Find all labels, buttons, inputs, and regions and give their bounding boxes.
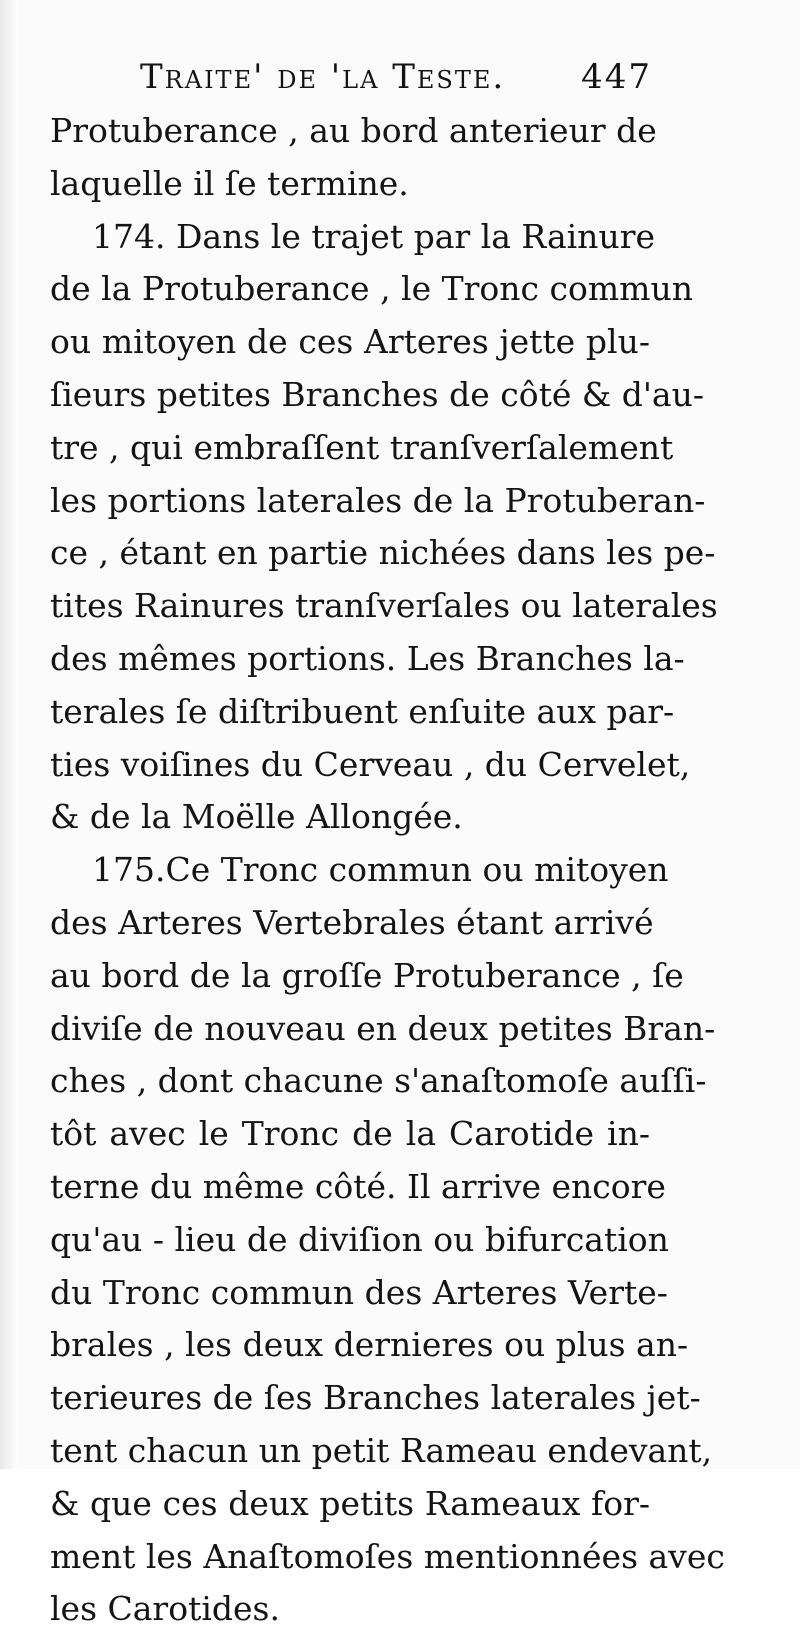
text-line: & que ces deux petits Rameaux for- (50, 1483, 650, 1523)
text-line: brales , les deux dernieres ou plus an- (50, 1325, 689, 1365)
text-line: & de la Moëlle Allongée. (50, 797, 463, 837)
text-line: les Carotides. (50, 1589, 280, 1629)
text-line: tôt avec le Tronc de la Carotide in- (50, 1114, 650, 1154)
text-line: au bord de la groſſe Protuberance , ſe (50, 955, 684, 995)
text-line: tre , qui embraſſent tranſverſalement (50, 427, 674, 467)
text-line: qu'au - lieu de diviſion ou bifurcation (50, 1219, 669, 1259)
text-line: des Arteres Vertebrales étant arrivé (50, 902, 654, 942)
text-line: ſieurs petites Branches de côté & d'au- (50, 374, 704, 414)
page-binding-edge (0, 0, 18, 1469)
text-line: ches , dont chacune s'anaſtomoſe auſſi- (50, 1061, 707, 1101)
running-title: Traite' de 'la Teste. (140, 57, 506, 97)
text-line: laquelle il ſe termine. (50, 163, 409, 203)
text-line: terieures de ſes Branches laterales jet- (50, 1378, 701, 1418)
text-line: terales ſe diſtribuent enſuite aux par- (50, 691, 675, 731)
text-line: ce , étant en partie nichées dans les pe- (50, 533, 716, 573)
text-line: Protuberance , au bord anterieur de (50, 111, 657, 150)
paragraph-175-start: 175.Ce Tronc commun ou mitoyen (92, 850, 669, 890)
text-line: du Tronc commun des Arteres Verte- (50, 1272, 668, 1312)
page-number: 447 (581, 57, 652, 97)
text-line: des mêmes portions. Les Branches la- (50, 638, 685, 678)
text-line: les portions laterales de la Protuberan- (50, 480, 706, 520)
text-line: ment les Anaſtomoſes mentionnées avec (50, 1536, 725, 1576)
running-header (140, 52, 660, 102)
text-line: ou mitoyen de ces Arteres jette plu- (50, 322, 650, 362)
body-text (50, 105, 725, 1636)
paragraph-174-start: 174. Dans le trajet par la Rainure (92, 216, 655, 256)
text-line: ties voiſines du Cerveau , du Cervelet, (50, 744, 691, 784)
text-line: tites Rainures tranſverſales ou laterales (50, 586, 718, 626)
text-line: de la Protuberance , le Tronc commun (50, 269, 693, 309)
text-line: tent chacun un petit Rameau endevant, (50, 1430, 713, 1470)
text-line: terne du même côté. Il arrive encore (50, 1166, 666, 1206)
text-line: diviſe de nouveau en deux petites Bran- (50, 1008, 716, 1048)
